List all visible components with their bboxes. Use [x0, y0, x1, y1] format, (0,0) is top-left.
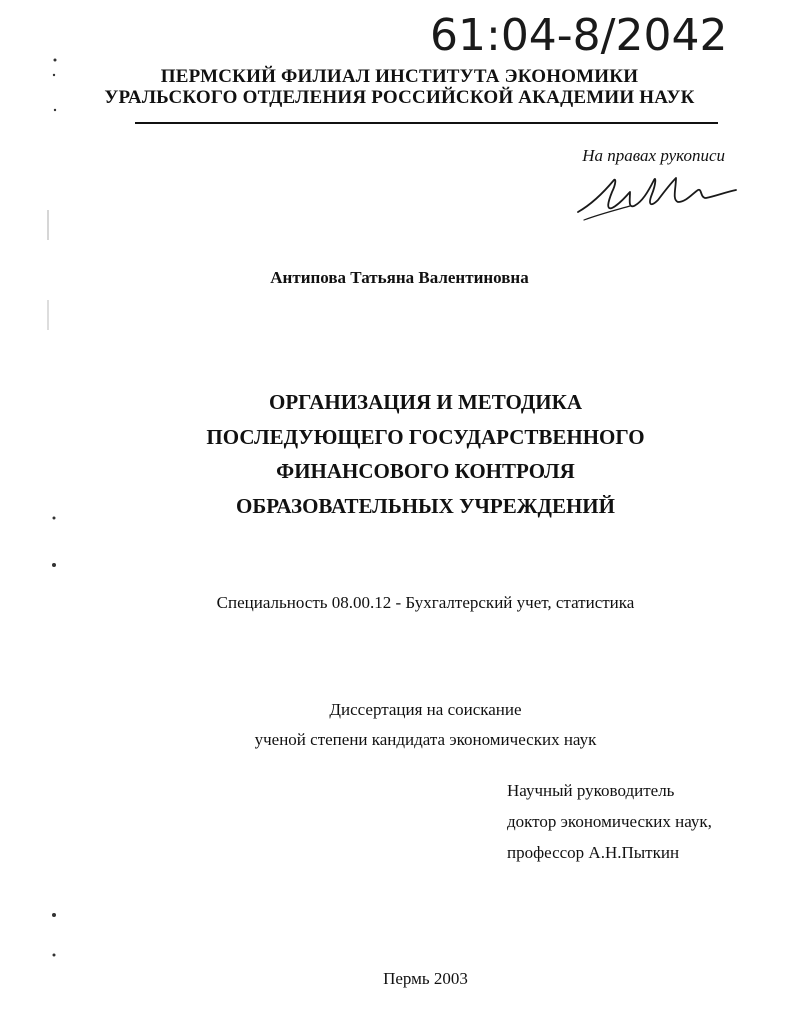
organization-line-1: ПЕРМСКИЙ ФИЛИАЛ ИНСТИТУТА ЭКОНОМИКИ: [160, 66, 639, 87]
advisor-line-1: Научный руководитель: [507, 781, 675, 800]
author-signature: [570, 170, 740, 232]
title-line-4: ОБРАЗОВАТЕЛЬНЫХ УЧРЕЖДЕНИЙ: [236, 493, 615, 518]
handwritten-archive-code: [430, 8, 730, 58]
title-line-3: ФИНАНСОВОГО КОНТРОЛЯ: [276, 459, 575, 483]
city-year: Пермь 2003: [383, 969, 468, 988]
organization-line-2: УРАЛЬСКОГО ОТДЕЛЕНИЯ РОССИЙСКОЙ АКАДЕМИИ НАУК: [104, 87, 695, 108]
advisor-line-2: доктор экономических наук,: [507, 812, 712, 831]
title-line-2: ПОСЛЕДУЮЩЕГО ГОСУДАРСТВЕННОГО: [206, 424, 645, 449]
title-line-1: ОРГАНИЗАЦИЯ И МЕТОДИКА: [268, 390, 582, 414]
specialty: Специальность 08.00.12 - Бухгалтерский учет, статистика: [216, 593, 635, 612]
author-name: Антипова Татьяна Валентиновна: [270, 268, 529, 287]
rights-note: На правах рукописи: [582, 146, 725, 165]
degree-line-2: ученой степени кандидата экономических наук: [254, 730, 597, 749]
advisor-line-3: профессор А.Н.Пыткин: [507, 843, 680, 862]
archive-code-text: 61:04-8/2042: [430, 10, 728, 58]
header-divider: [135, 122, 718, 124]
scientific-advisor: [507, 775, 767, 868]
dissertation-title: [0, 385, 799, 523]
dissertation-degree: [0, 695, 799, 755]
organization-header: [0, 66, 799, 108]
degree-line-1: Диссертация на соискание: [329, 700, 522, 719]
